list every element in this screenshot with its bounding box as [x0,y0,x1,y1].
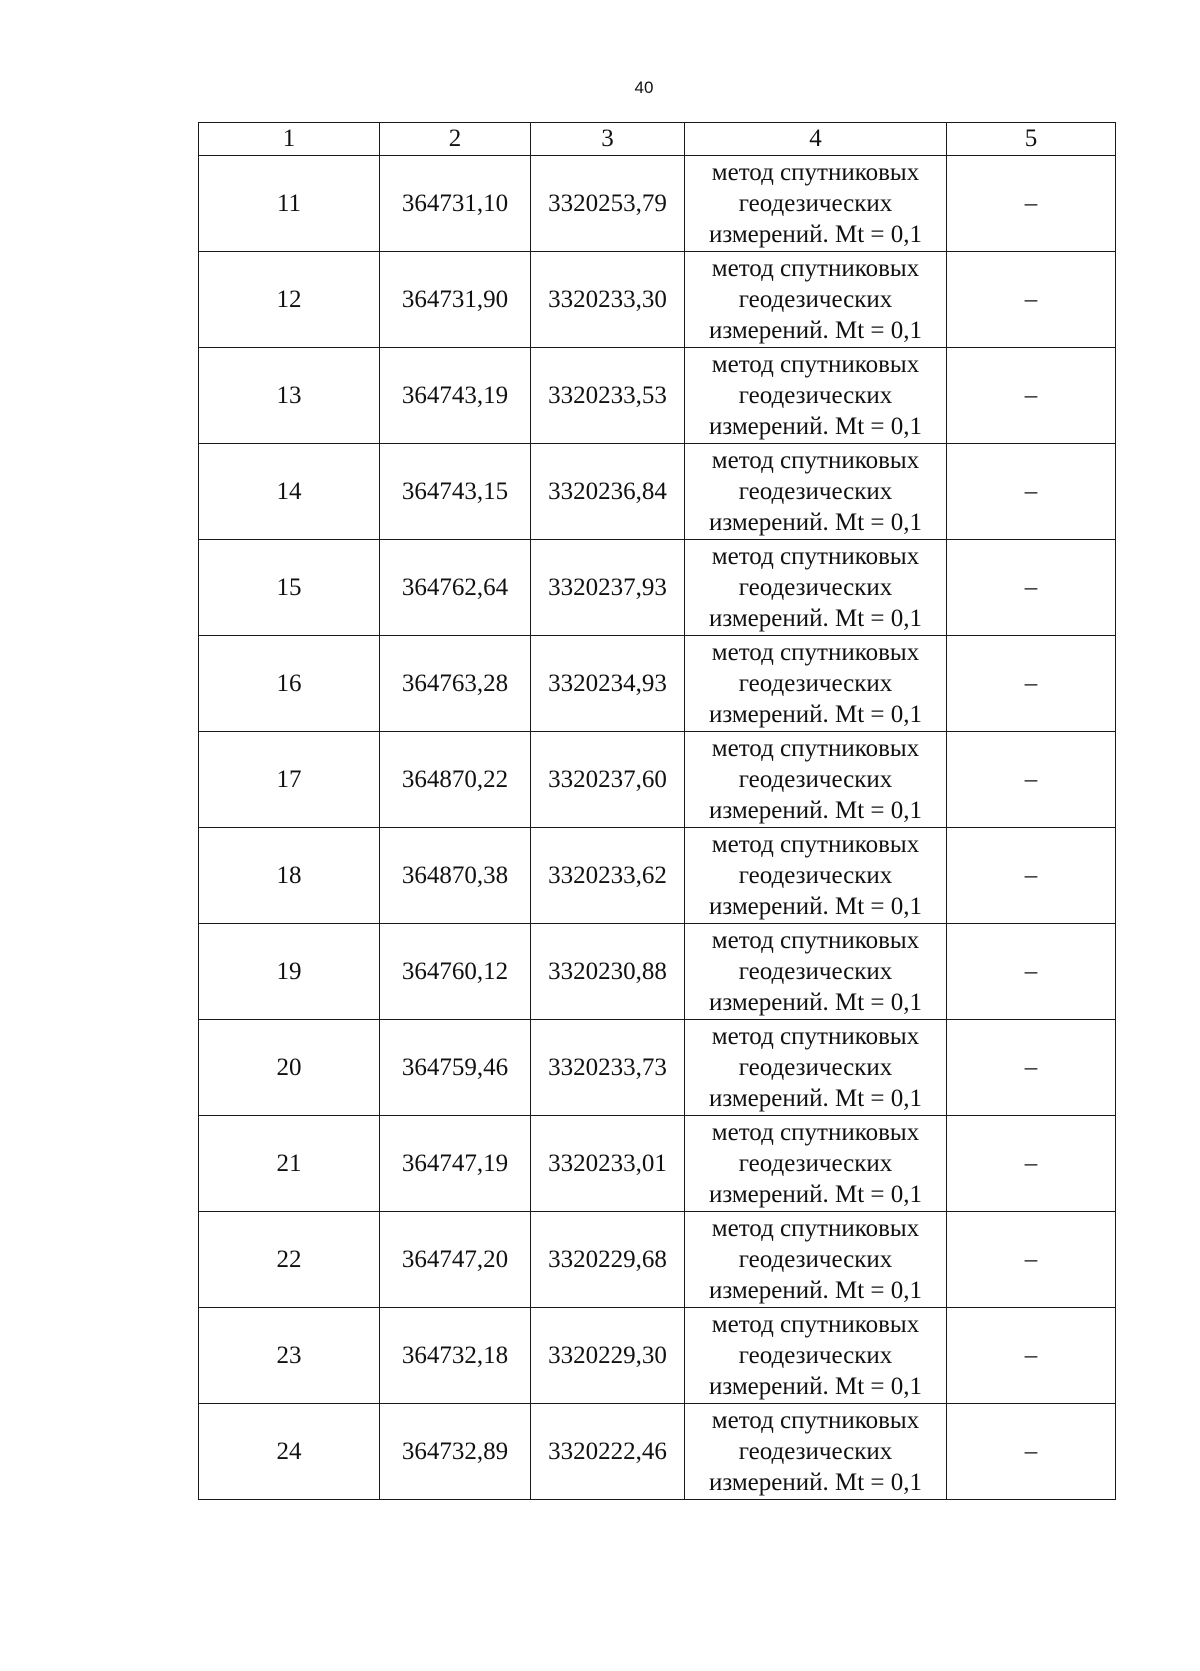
table-body [199,123,1116,1500]
note-cell: – [947,924,1116,1020]
point-number-cell: 18 [199,828,380,924]
x-coordinate-cell: 364870,22 [380,732,531,828]
table-row [199,924,1116,1020]
point-number-cell: 17 [199,732,380,828]
method-line: метод спутниковых [711,831,920,858]
method-line: геодезических [738,286,893,313]
method-line: геодезических [738,766,893,793]
method-line: метод спутниковых [711,159,920,186]
method-line: измерений. Mt = 0,1 [708,1277,923,1304]
method-cell [685,348,947,444]
x-coordinate-cell: 364743,19 [380,348,531,444]
x-coordinate-cell: 364731,10 [380,156,531,252]
point-number-cell: 15 [199,540,380,636]
table-row [199,252,1116,348]
point-number-cell: 21 [199,1116,380,1212]
method-line: измерений. Mt = 0,1 [708,509,923,536]
method-line: метод спутниковых [711,1119,920,1146]
point-number-cell: 16 [199,636,380,732]
x-coordinate-cell: 364760,12 [380,924,531,1020]
y-coordinate-cell: 3320253,79 [531,156,685,252]
method-cell [685,924,947,1020]
table-row [199,1116,1116,1212]
point-number-cell: 19 [199,924,380,1020]
x-coordinate-cell: 364763,28 [380,636,531,732]
method-line: метод спутниковых [711,255,920,282]
method-line: метод спутниковых [711,1215,920,1242]
method-line: геодезических [738,1054,893,1081]
method-line: метод спутниковых [711,927,920,954]
method-line: геодезических [738,382,893,409]
method-line: метод спутниковых [711,1311,920,1338]
method-line: геодезических [738,1438,893,1465]
note-cell: – [947,1212,1116,1308]
method-line: геодезических [738,1150,893,1177]
table-row [199,1308,1116,1404]
note-cell: – [947,636,1116,732]
y-coordinate-cell: 3320229,30 [531,1308,685,1404]
method-line: метод спутниковых [711,1023,920,1050]
method-line: геодезических [738,862,893,889]
method-line: измерений. Mt = 0,1 [708,893,923,920]
table-row [199,828,1116,924]
x-coordinate-cell: 364731,90 [380,252,531,348]
note-cell: – [947,156,1116,252]
page-number: 40 [634,78,654,97]
method-cell [685,252,947,348]
method-line: геодезических [738,1246,893,1273]
table-row [199,156,1116,252]
x-coordinate-cell: 364732,18 [380,1308,531,1404]
table-row [199,636,1116,732]
y-coordinate-cell: 3320237,60 [531,732,685,828]
note-cell: – [947,828,1116,924]
y-coordinate-cell: 3320233,62 [531,828,685,924]
note-cell: – [947,1116,1116,1212]
column-header: 4 [685,123,947,156]
method-line: геодезических [738,1342,893,1369]
note-cell: – [947,252,1116,348]
column-header: 5 [947,123,1116,156]
method-cell [685,1116,947,1212]
y-coordinate-cell: 3320234,93 [531,636,685,732]
method-line: измерений. Mt = 0,1 [708,1085,923,1112]
method-line: метод спутниковых [711,639,920,666]
table-header-row [199,123,1116,156]
method-cell [685,156,947,252]
method-cell [685,1308,947,1404]
method-line: измерений. Mt = 0,1 [708,605,923,632]
column-header: 2 [380,123,531,156]
method-line: измерений. Mt = 0,1 [708,989,923,1016]
note-cell: – [947,348,1116,444]
method-line: измерений. Mt = 0,1 [708,317,923,344]
table-row [199,540,1116,636]
method-line: измерений. Mt = 0,1 [708,221,923,248]
method-line: геодезических [738,190,893,217]
note-cell: – [947,444,1116,540]
table-row [199,732,1116,828]
x-coordinate-cell: 364762,64 [380,540,531,636]
method-line: измерений. Mt = 0,1 [708,1469,923,1496]
y-coordinate-cell: 3320222,46 [531,1404,685,1500]
point-number-cell: 24 [199,1404,380,1500]
method-cell [685,444,947,540]
method-cell [685,1020,947,1116]
point-number-cell: 11 [199,156,380,252]
method-cell [685,1212,947,1308]
x-coordinate-cell: 364759,46 [380,1020,531,1116]
method-cell [685,1404,947,1500]
method-line: геодезических [738,574,893,601]
method-line: геодезических [738,958,893,985]
y-coordinate-cell: 3320230,88 [531,924,685,1020]
note-cell: – [947,732,1116,828]
note-cell: – [947,1308,1116,1404]
x-coordinate-cell: 364743,15 [380,444,531,540]
method-line: измерений. Mt = 0,1 [708,1181,923,1208]
method-line: метод спутниковых [711,1407,920,1434]
method-cell [685,828,947,924]
y-coordinate-cell: 3320237,93 [531,540,685,636]
table-row [199,1404,1116,1500]
table-row [199,348,1116,444]
method-line: метод спутниковых [711,735,920,762]
method-cell [685,636,947,732]
y-coordinate-cell: 3320236,84 [531,444,685,540]
x-coordinate-cell: 364747,19 [380,1116,531,1212]
x-coordinate-cell: 364732,89 [380,1404,531,1500]
point-number-cell: 23 [199,1308,380,1404]
method-line: измерений. Mt = 0,1 [708,413,923,440]
method-cell [685,732,947,828]
column-header: 1 [199,123,380,156]
x-coordinate-cell: 364747,20 [380,1212,531,1308]
note-cell: – [947,1404,1116,1500]
y-coordinate-cell: 3320233,73 [531,1020,685,1116]
y-coordinate-cell: 3320233,01 [531,1116,685,1212]
y-coordinate-cell: 3320233,53 [531,348,685,444]
method-line: измерений. Mt = 0,1 [708,1373,923,1400]
method-line: геодезических [738,478,893,505]
column-header: 3 [531,123,685,156]
method-line: метод спутниковых [711,447,920,474]
y-coordinate-cell: 3320229,68 [531,1212,685,1308]
note-cell: – [947,540,1116,636]
note-cell: – [947,1020,1116,1116]
point-number-cell: 20 [199,1020,380,1116]
x-coordinate-cell: 364870,38 [380,828,531,924]
method-line: метод спутниковых [711,351,920,378]
point-number-cell: 22 [199,1212,380,1308]
method-line: измерений. Mt = 0,1 [708,701,923,728]
point-number-cell: 12 [199,252,380,348]
table-row [199,444,1116,540]
table-row [199,1020,1116,1116]
method-line: измерений. Mt = 0,1 [708,797,923,824]
y-coordinate-cell: 3320233,30 [531,252,685,348]
point-number-cell: 14 [199,444,380,540]
method-line: геодезических [738,670,893,697]
point-number-cell: 13 [199,348,380,444]
method-cell [685,540,947,636]
method-line: метод спутниковых [711,543,920,570]
table-row [199,1212,1116,1308]
coordinates-table [198,122,1116,1500]
